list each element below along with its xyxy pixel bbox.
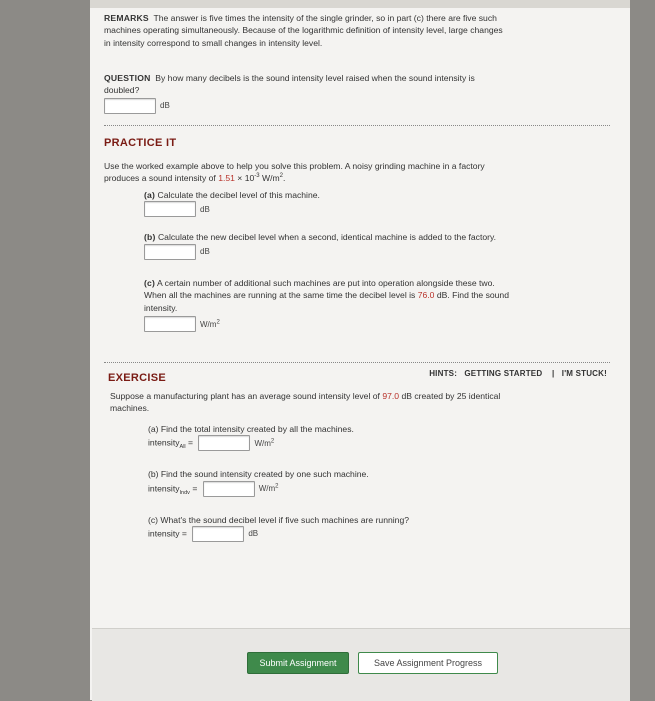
question-line2: doubled?: [104, 85, 140, 96]
exercise-b-eq: =: [189, 483, 198, 494]
part-c-unit: [200, 320, 220, 329]
submit-assignment-button[interactable]: Submit Assignment: [247, 652, 349, 674]
decibel-value: 76.0: [417, 290, 435, 301]
intensity-value: 1.51: [218, 173, 235, 184]
exercise-a-unit-exp: 2: [270, 438, 275, 445]
exercise-a-var: intensity: [148, 437, 180, 448]
exercise-intro1: Suppose a manufacturing plant has an average sound intensity level of: [110, 391, 383, 401]
part-a-label: (a): [144, 189, 156, 200]
exercise-c-eq: =: [179, 528, 187, 539]
part-b-text: Calculate the new decibel level when a second, identical machine is added to the factory.: [157, 232, 497, 243]
remarks-line3: in intensity correspond to small changes in intensity level.: [104, 37, 323, 48]
remarks-line2: machines operating simultaneously. Because of the logarithmic definition of intensity level, large changes: [104, 25, 503, 36]
exercise-part-b: [148, 468, 615, 497]
divider: [104, 125, 610, 126]
part-b-label: (b): [144, 232, 156, 243]
times-ten: × 10: [234, 173, 255, 184]
part-a-text: Calculate the decibel level of this machine.: [157, 189, 320, 200]
exercise-b-var: intensity: [148, 483, 180, 494]
exercise-part-c: [148, 514, 615, 542]
exercise-b-unit-text: W/m: [258, 484, 276, 494]
exponent: -3: [254, 173, 260, 180]
exercise-b-text: (b) Find the sound intensity created by one such machine.: [148, 469, 369, 480]
part-c-line2-post: dB. Find the sound: [434, 290, 509, 301]
top-band: [90, 0, 630, 8]
exercise-body: [110, 390, 615, 542]
part-a-unit: dB: [200, 204, 210, 214]
getting-started-link[interactable]: GETTING STARTED: [464, 369, 543, 378]
exercise-a-var-sub: All: [179, 444, 186, 451]
part-c-label: (c): [144, 277, 156, 288]
exercise-b-unit: [259, 484, 279, 493]
exercise-a-eq: =: [185, 437, 194, 448]
practice-intro1: Use the worked example above to help you solve this problem. A noisy grinding machine in a factory: [104, 160, 485, 171]
remarks-line1: The answer is five times the intensity of the single grinder, so in part (c) there are five such: [153, 13, 497, 23]
exercise-c-text: (c) What's the sound decibel level if five such machines are running?: [148, 514, 410, 525]
exercise-c-input[interactable]: [192, 526, 244, 542]
intensity-unit: W/m: [259, 173, 280, 184]
practice-part-b: [144, 231, 609, 259]
remarks-block: [104, 12, 609, 49]
part-c-line3: intensity.: [144, 302, 178, 313]
exercise-db-value: 97.0: [382, 391, 400, 401]
exercise-a-unit: [254, 439, 274, 448]
exercise-intro2: machines.: [110, 403, 150, 414]
question-answer-input[interactable]: [104, 98, 156, 114]
exercise-b-input[interactable]: [203, 481, 255, 497]
part-c-line2: When all the machines are running at the same time the decibel level is: [144, 290, 418, 301]
practice-title: PRACTICE IT: [104, 137, 177, 149]
part-b-unit: dB: [200, 246, 210, 256]
part-a-input[interactable]: [144, 201, 196, 217]
divider-2: [104, 362, 610, 363]
exercise-c-unit: dB: [248, 529, 259, 539]
unit-exponent: 2: [279, 173, 284, 180]
save-progress-button[interactable]: Save Assignment Progress: [358, 652, 498, 674]
period: .: [283, 173, 286, 184]
part-b-input[interactable]: [144, 244, 196, 260]
part-c-line1: A certain number of additional such machines are put into operation alongside these two.: [157, 277, 495, 288]
practice-part-c: [144, 277, 609, 332]
links-separator: |: [552, 369, 555, 378]
hints-label: HINTS:: [429, 369, 458, 378]
part-c-unit-text: W/m: [200, 319, 217, 329]
exercise-intro1-post: dB created by 25 identical: [399, 391, 501, 401]
question-unit: dB: [160, 101, 170, 111]
question-line1: By how many decibels is the sound intensity level raised when the sound intensity is: [155, 73, 475, 83]
question-label: QUESTION: [104, 73, 151, 83]
hints-links: [429, 369, 607, 378]
im-stuck-link[interactable]: I'M STUCK!: [561, 369, 607, 378]
exercise-b-unit-exp: 2: [275, 483, 279, 490]
exercise-a-unit-text: W/m: [254, 438, 271, 448]
exercise-part-a: [148, 423, 615, 452]
practice-part-a: [144, 189, 609, 217]
practice-block: [104, 136, 609, 332]
exercise-b-var-sub: Indv: [179, 489, 190, 496]
question-block: [104, 72, 609, 114]
exercise-title: EXERCISE: [108, 372, 167, 384]
practice-intro2-text: produces a sound intensity of: [104, 173, 219, 184]
exercise-c-var: intensity: [148, 528, 180, 539]
exercise-a-text: (a) Find the total intensity created by all the machines.: [148, 423, 354, 434]
part-c-unit-exp: 2: [216, 318, 220, 325]
part-c-input[interactable]: [144, 316, 196, 332]
remarks-label: REMARKS: [104, 13, 149, 23]
practice-intro2: [104, 172, 609, 184]
exercise-a-input[interactable]: [198, 435, 250, 451]
